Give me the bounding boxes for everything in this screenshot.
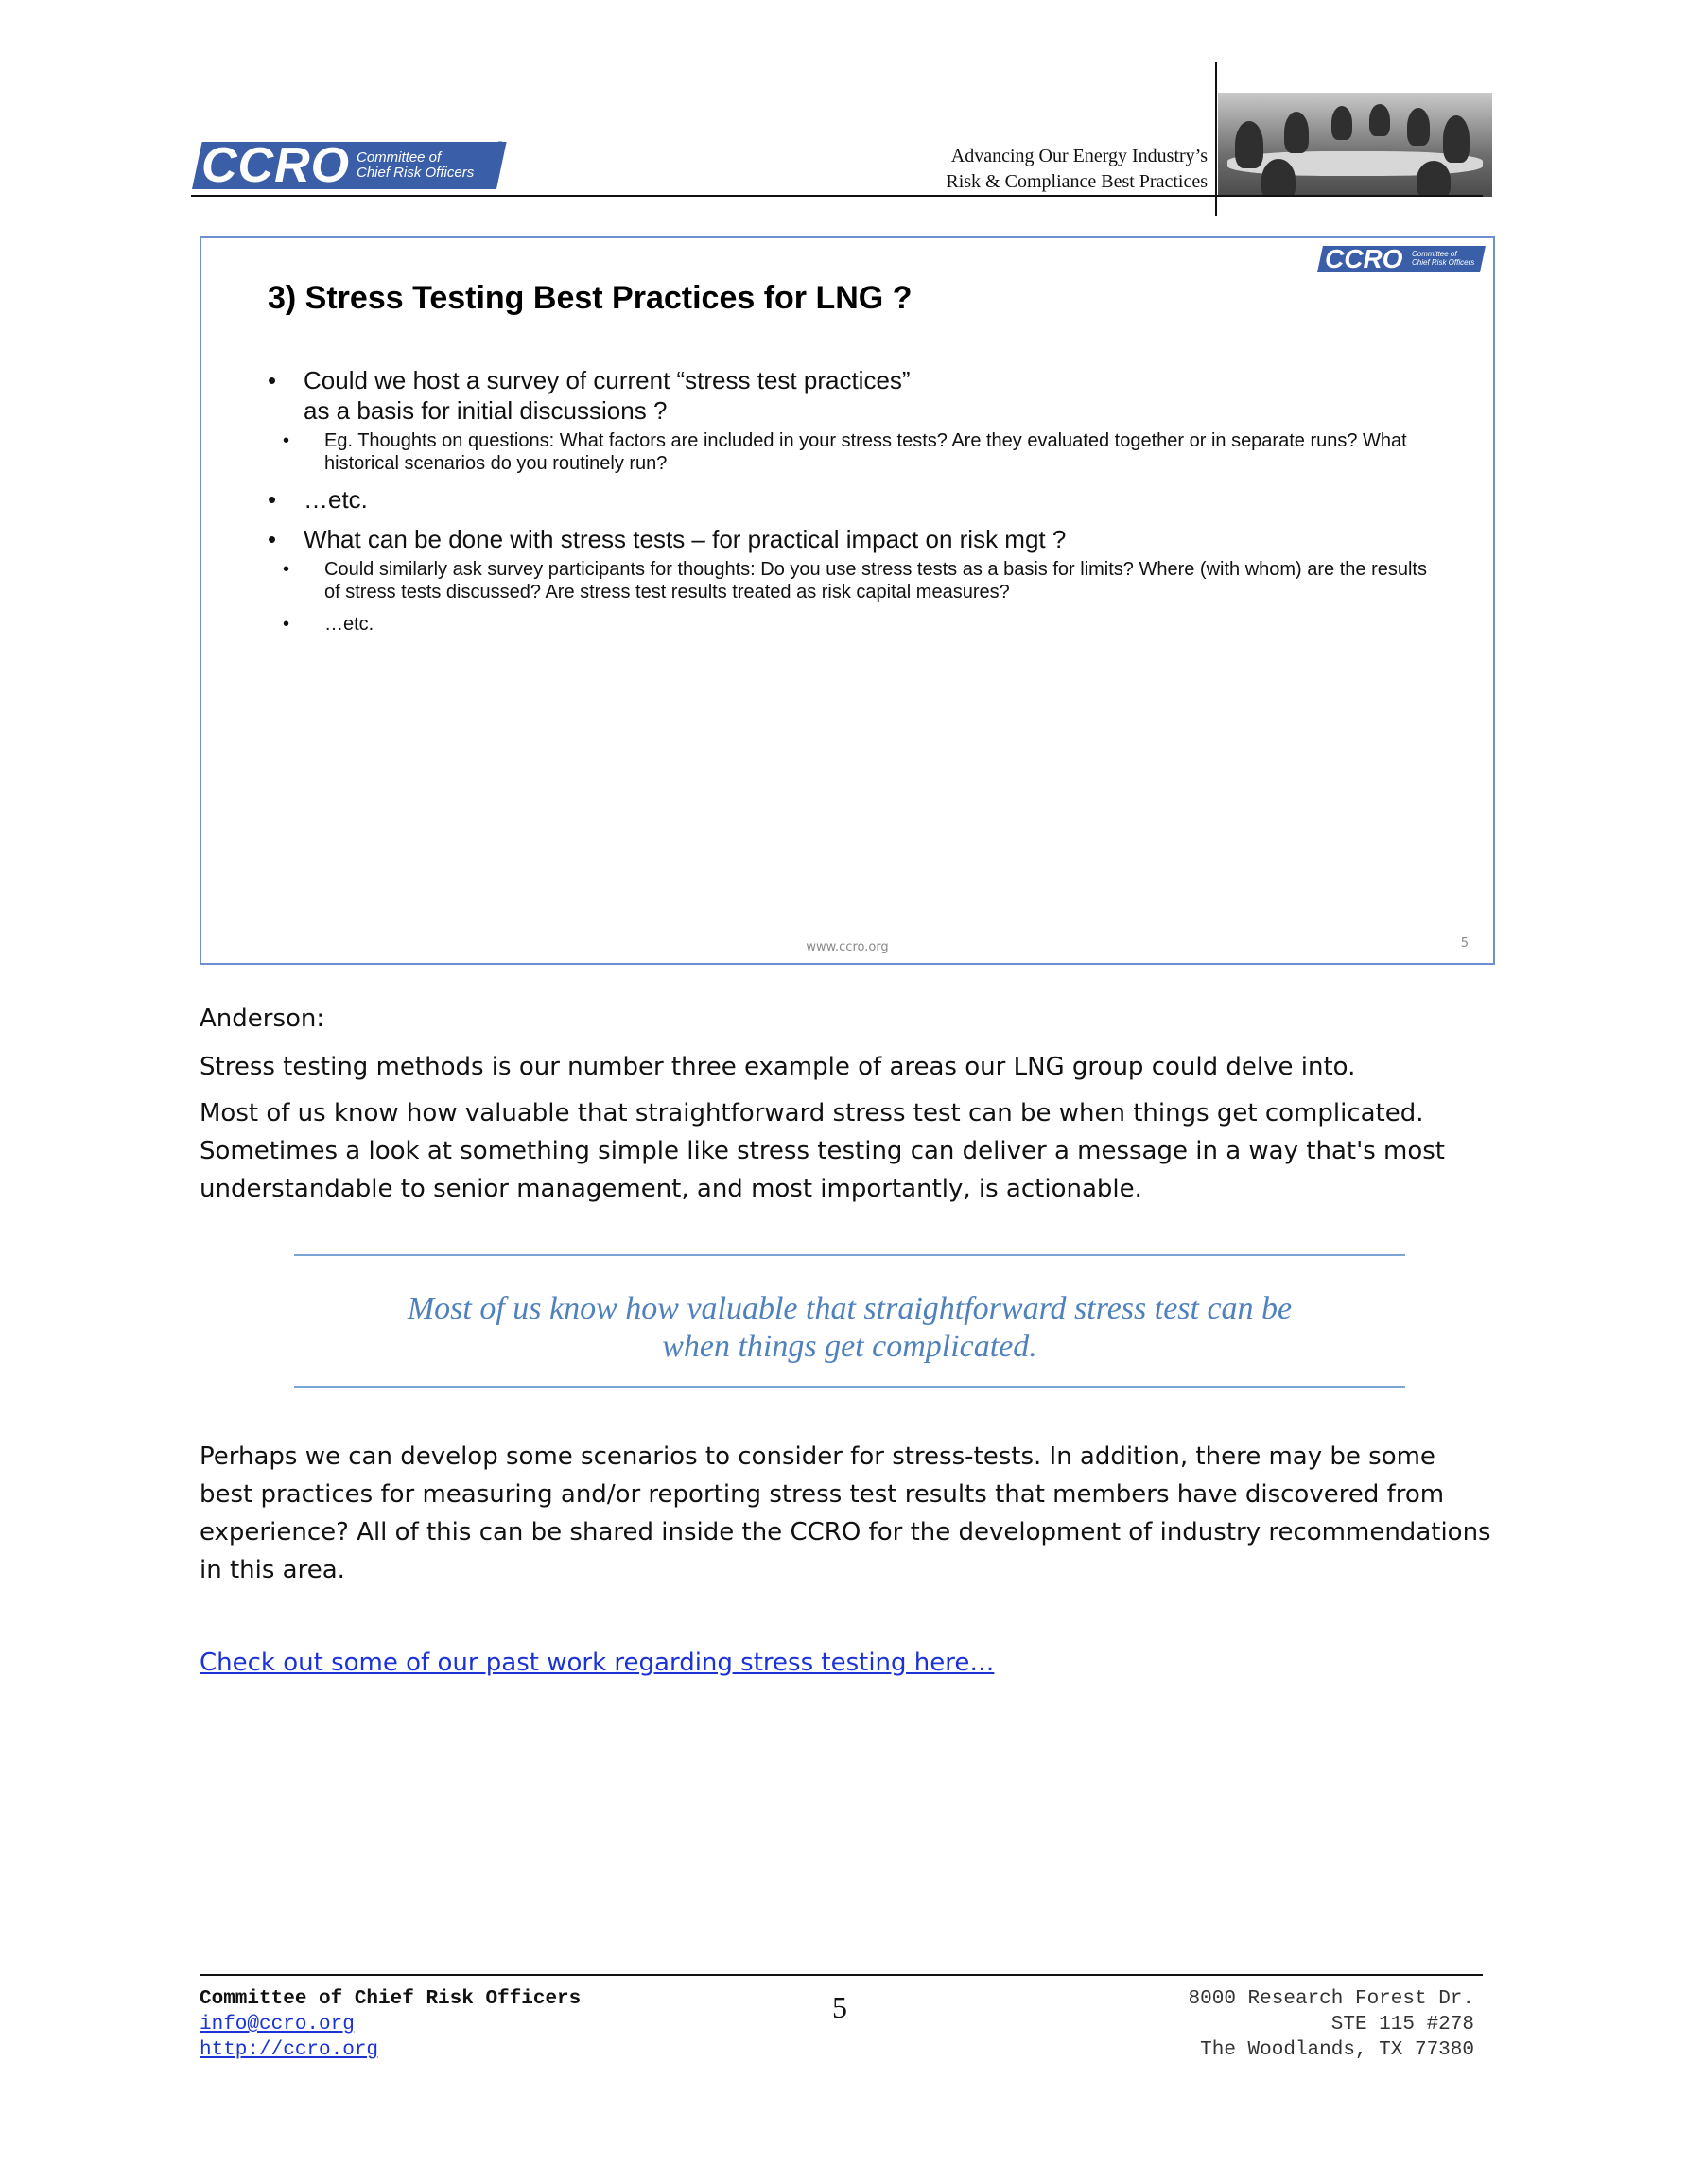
past-work-link[interactable]: Check out some of our past work regarding stress testing here… — [200, 1649, 995, 1677]
tagline-line1: Advancing Our Energy Industry’s — [950, 146, 1208, 166]
slide-logo-subtitle — [1412, 250, 1474, 267]
photo-person — [1407, 108, 1430, 146]
pull-quote-rule-bottom — [294, 1386, 1405, 1388]
body-paragraph: Stress testing methods is our number three example of areas our LNG group could delve into. — [200, 1053, 1356, 1081]
footer-page-number: 5 — [832, 1990, 847, 2024]
header-divider-vertical — [1215, 62, 1217, 216]
photo-person — [1369, 104, 1390, 136]
speaker-label: Anderson: — [200, 1005, 325, 1033]
footer-email-link[interactable]: info@ccro.org — [200, 2014, 355, 2035]
slide-bullet: • What can be done with stress tests – for practical impact on risk mgt ? — [268, 524, 1440, 554]
footer-org-name: Committee of Chief Risk Officers — [200, 1988, 582, 2010]
address-line3: The Woodlands, TX 77380 — [1200, 2039, 1474, 2061]
slide-sub-bullet: • …etc. — [283, 613, 1440, 636]
embedded-slide — [200, 236, 1495, 965]
slide-title: 3) Stress Testing Best Practices for LNG ? — [268, 280, 913, 316]
slide-bullet-list — [268, 365, 1440, 645]
logo-subtitle-line2: Chief Risk Officers — [357, 165, 475, 181]
pull-quote-line2: when things get complicated. — [662, 1329, 1037, 1364]
address-line2: STE 115 #278 — [1330, 2014, 1474, 2035]
tagline-line2: Risk & Compliance Best Practices — [946, 171, 1208, 192]
footer-website-link[interactable]: http://ccro.org — [200, 2039, 379, 2061]
photo-person — [1284, 112, 1309, 153]
footer-address — [1189, 1986, 1474, 2063]
slide-logo-subtitle-line1: Committee of — [1412, 250, 1457, 258]
registered-mark: ® — [496, 140, 505, 151]
footer-contact — [200, 1986, 581, 2063]
photo-person — [1331, 106, 1352, 140]
slide-logo-wordmark: CCRO — [1325, 244, 1403, 273]
footer-rule — [200, 1974, 1483, 1976]
body-paragraph: Most of us know how valuable that straightforward stress test can be when things get complicated. Sometimes a look at something simple like stress testing can deliver a message in a way that's most understandable to senior management, and most importantly, is actionable. — [200, 1099, 1445, 1203]
photo-person — [1235, 121, 1263, 168]
header-rule — [191, 195, 1483, 197]
slide-logo-subtitle-line2: Chief Risk Officers — [1412, 258, 1475, 267]
meeting-photo — [1218, 93, 1492, 197]
address-line1: 8000 Research Forest Dr. — [1188, 1988, 1474, 2010]
pull-quote-line1: Most of us know how valuable that straightforward stress test can be — [407, 1291, 1293, 1326]
logo-wordmark: CCRO — [201, 138, 351, 193]
slide-footer-url: www.ccro.org — [806, 940, 889, 954]
body-paragraph: Perhaps we can develop some scenarios to consider for stress-tests. In addition, there may be some best practices for measuring and/or reporting stress test results that members have discovered from experience? All of this can be shared inside the CCRO for the development of industry recommendations in this area. — [200, 1442, 1491, 1584]
pull-quote — [294, 1290, 1405, 1366]
slide-sub-bullet: • Eg. Thoughts on questions: What factors are included in your stress tests? Are they evaluated together or in separate runs? What historical scenarios do you routinely run? — [283, 429, 1440, 475]
slide-page-number: 5 — [1460, 936, 1469, 951]
header-tagline — [946, 144, 1208, 195]
slide-bullet: • Could we host a survey of current “stress test practices” as a basis for initial discussions ? — [268, 365, 1440, 426]
photo-person — [1443, 115, 1470, 163]
slide-ccro-logo — [1317, 246, 1484, 274]
logo-subtitle — [357, 150, 474, 181]
photo-person — [1417, 161, 1451, 197]
pull-quote-rule-top — [294, 1254, 1405, 1256]
ccro-logo — [192, 138, 506, 193]
logo-subtitle-line1: Committee of — [357, 149, 442, 166]
photo-person — [1261, 159, 1296, 197]
slide-sub-bullet: • Could similarly ask survey participants for thoughts: Do you use stress tests as a basis for limits? Where (with whom) are the results of stress tests discussed? Are stress test results treated as risk capital measures? — [283, 558, 1440, 603]
slide-bullet: • …etc. — [268, 484, 1440, 515]
past-work-link-container — [200, 1644, 1495, 1682]
